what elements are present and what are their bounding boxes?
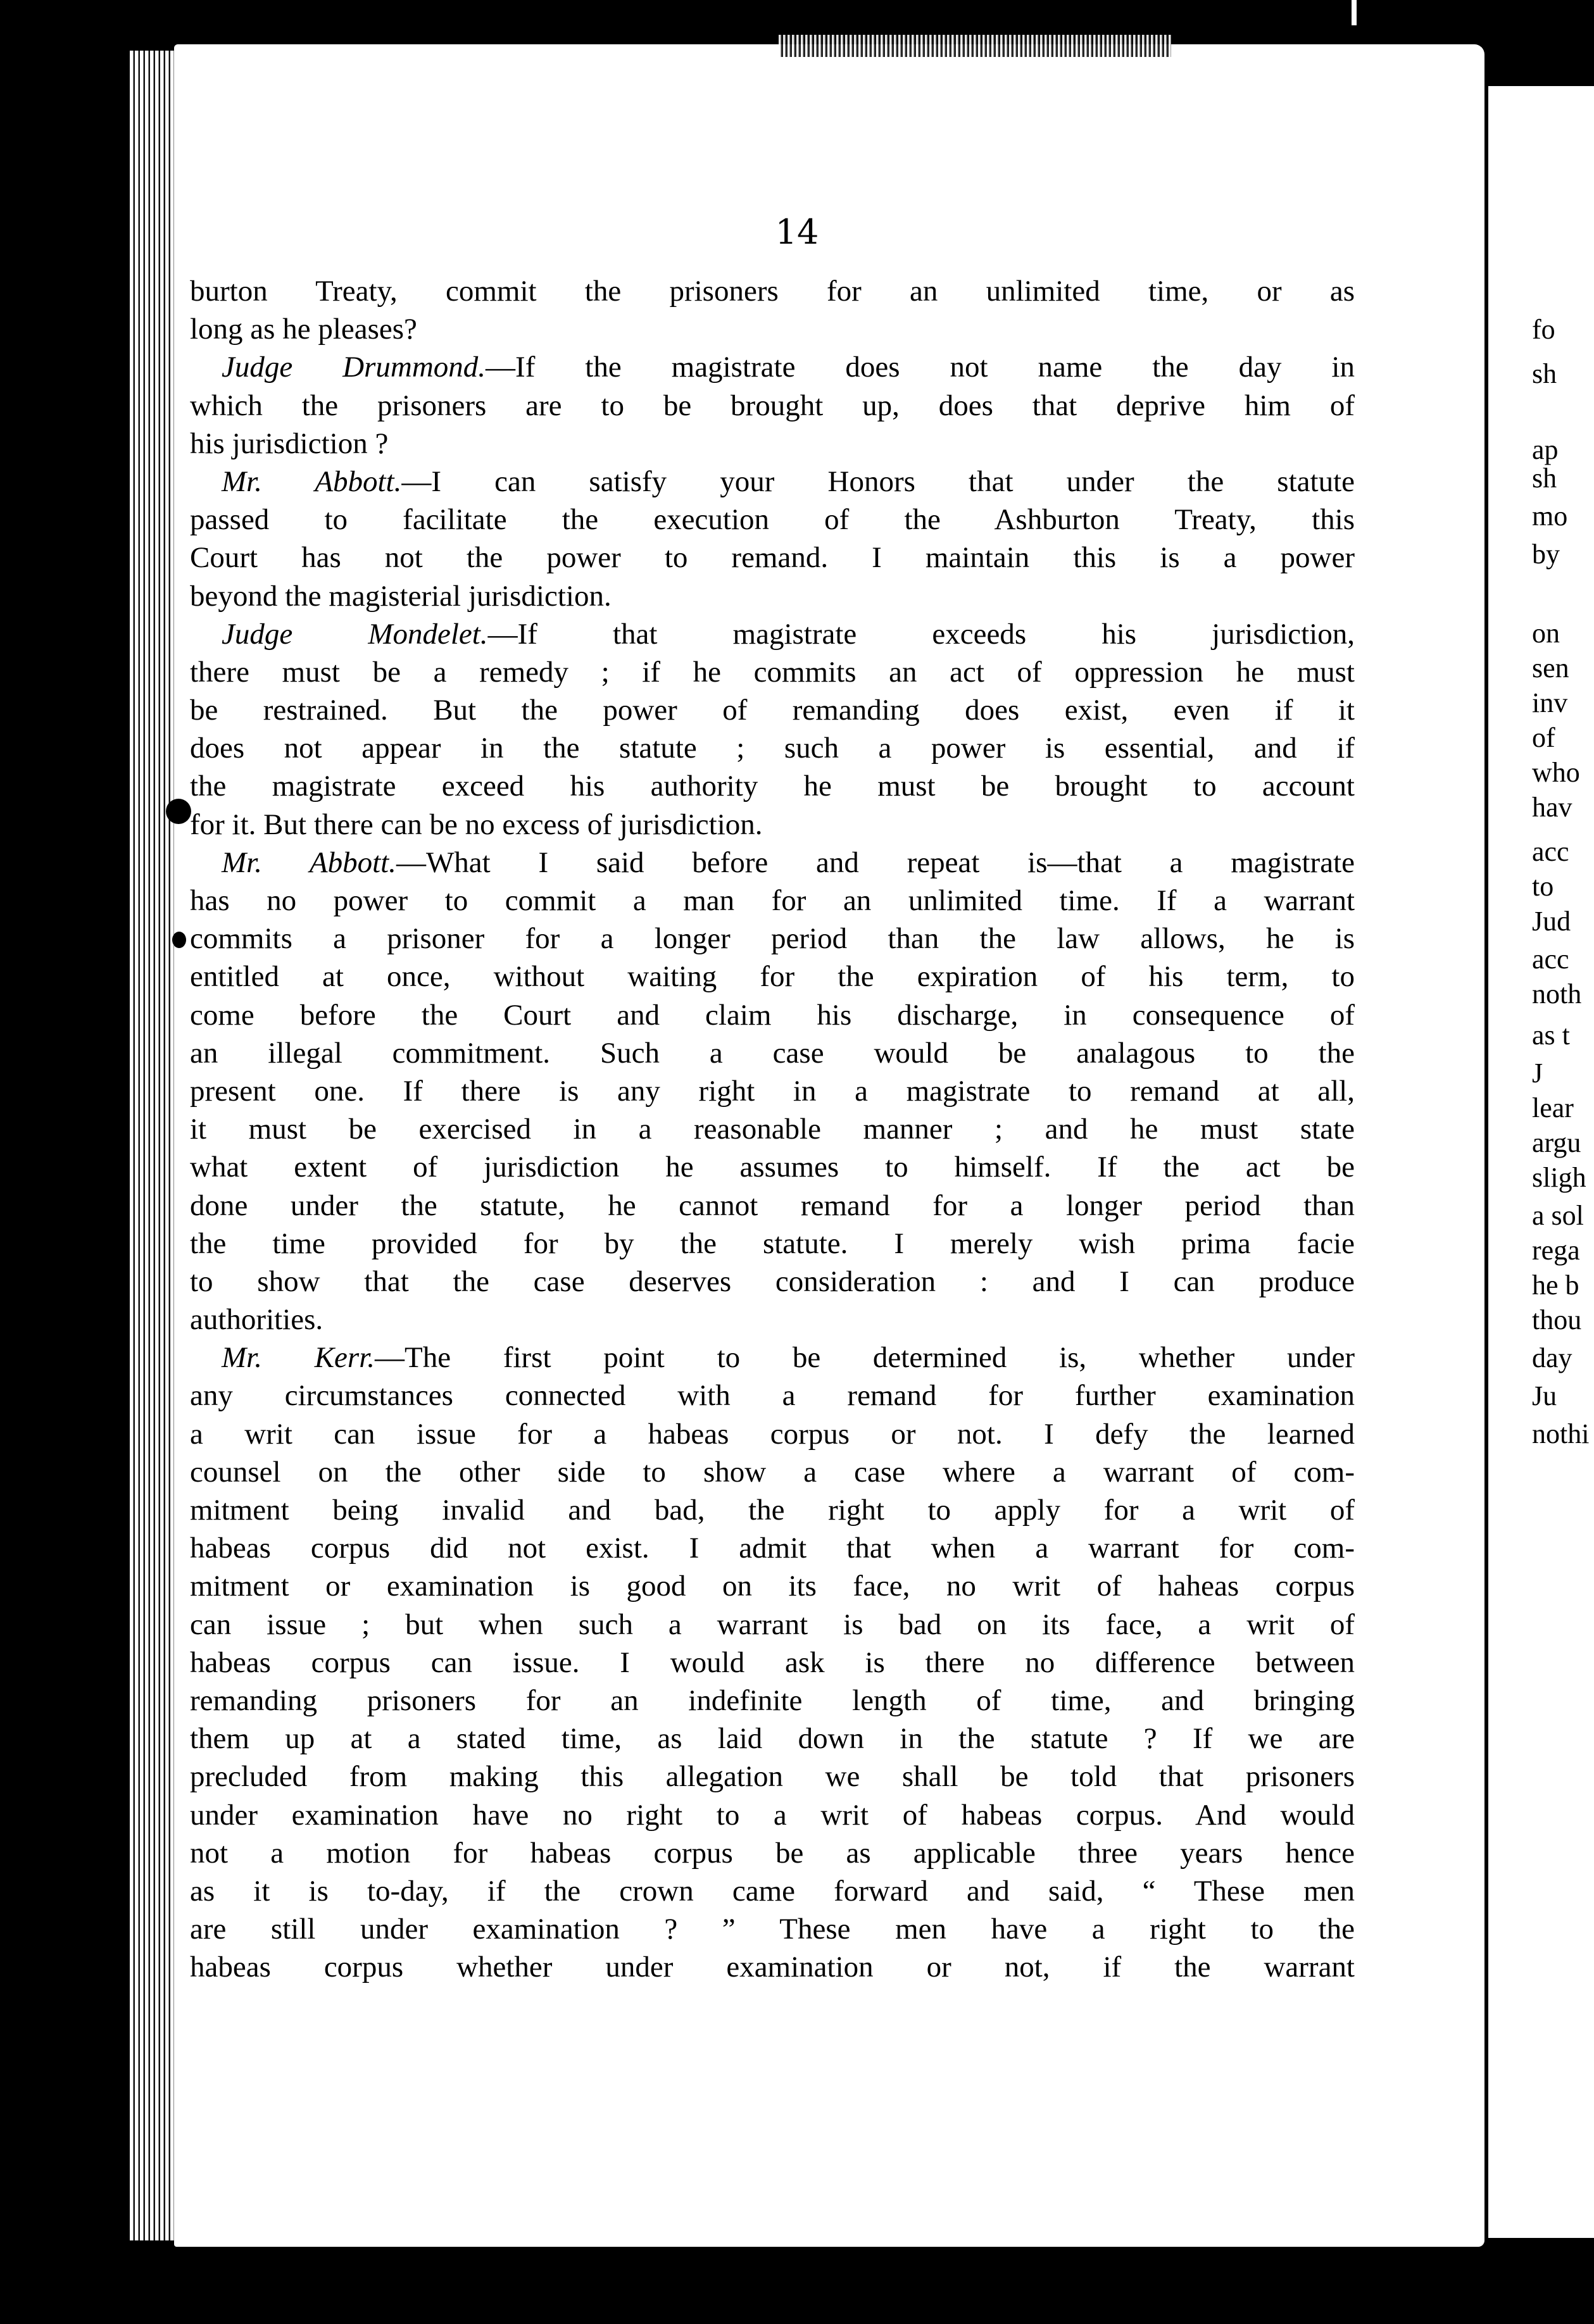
facing-page-fragment: by	[1532, 539, 1560, 570]
line-text: to show that the case deserves consideration : and I can produce	[190, 1265, 1355, 1298]
facing-page-fragment: to	[1532, 871, 1554, 902]
facing-page	[1484, 82, 1594, 2238]
line-text: remanding prisoners for an indefinite length of time, and bringing	[190, 1684, 1355, 1717]
facing-page-fragment: mo	[1532, 501, 1568, 532]
line-text: Court has not the power to remand. I maintain this is a power	[190, 541, 1355, 575]
text-line	[190, 691, 1355, 729]
text-line	[190, 1225, 1355, 1263]
text-line	[190, 387, 1355, 425]
speaker-name: Mr. Abbott.	[222, 465, 402, 498]
facing-page-fragment: hav	[1532, 792, 1572, 823]
facing-page-fragment: J	[1532, 1058, 1543, 1089]
text-line	[190, 767, 1355, 805]
line-text: habeas corpus whether under examination or not, if the warrant	[190, 1951, 1355, 1984]
line-text: under examination have no right to a writ of habeas corpus. And would	[190, 1798, 1355, 1832]
facing-page-fragment: Jud	[1532, 906, 1571, 937]
line-text: his jurisdiction ?	[190, 427, 389, 460]
text-line	[190, 1187, 1355, 1225]
text-line	[190, 1110, 1355, 1148]
facing-page-fragment: on	[1532, 618, 1560, 649]
speaker-name: Judge Mondelet.	[222, 617, 488, 651]
line-text: there must be a remedy ; if he commits an act of oppression he must	[190, 655, 1355, 689]
line-text: come before the Court and claim his discharge, in consequence of	[190, 998, 1355, 1032]
page-number: 14	[775, 212, 819, 252]
line-text: a writ can issue for a habeas corpus or not. I defy the learned	[190, 1417, 1355, 1451]
text-line	[190, 1415, 1355, 1453]
line-text: habeas corpus can issue. I would ask is there no difference between	[190, 1646, 1355, 1679]
text-line	[190, 1072, 1355, 1110]
line-text: done under the statute, he cannot remand for a longer period than	[190, 1189, 1355, 1222]
text-line	[190, 577, 1355, 615]
facing-page-fragment: as t	[1532, 1020, 1570, 1051]
body-text	[190, 272, 1355, 1986]
line-text: burton Treaty, commit the prisoners for an unlimited time, or as	[190, 275, 1355, 308]
text-line	[190, 1263, 1355, 1301]
line-text: does not appear in the statute ; such a power is essential, and if	[190, 732, 1355, 765]
line-text: commits a prisoner for a longer period than the law allows, he is	[190, 922, 1355, 956]
line-text: what extent of jurisdiction he assumes to himself. If the act be	[190, 1151, 1355, 1184]
scan-noise	[779, 35, 1171, 57]
facing-page-fragment: lear	[1532, 1092, 1574, 1123]
text-line	[190, 615, 1355, 653]
text-line	[190, 1377, 1355, 1415]
line-text: the magistrate exceed his authority he must be brought to account	[190, 770, 1355, 803]
line-text: passed to facilitate the execution of the Ashburton Treaty, this	[190, 503, 1355, 537]
text-line	[190, 348, 1355, 386]
line-text: has no power to commit a man for an unlimited time. If a warrant	[190, 884, 1355, 917]
facing-page-fragment: sligh	[1532, 1162, 1586, 1193]
line-text: mitment or examination is good on its face, no writ of haheas corpus	[190, 1570, 1355, 1603]
line-text: authorities.	[190, 1303, 323, 1337]
text-line	[190, 806, 1355, 844]
text-line	[190, 1034, 1355, 1072]
facing-page-fragment: a sol	[1532, 1200, 1584, 1231]
facing-page-fragment: nothi	[1532, 1418, 1590, 1449]
facing-page-fragment: argu	[1532, 1127, 1581, 1158]
text-line	[190, 1872, 1355, 1910]
text-line	[190, 1529, 1355, 1567]
line-text: it must be exercised in a reasonable manner ; and he must state	[190, 1113, 1355, 1146]
text-line	[190, 539, 1355, 577]
binding-hole	[166, 799, 191, 824]
text-line	[190, 1644, 1355, 1682]
text-line	[190, 1606, 1355, 1644]
line-text: an illegal commitment. Such a case would be analagous to the	[190, 1036, 1355, 1070]
line-text: entitled at once, without waiting for the expiration of his term, to	[190, 960, 1355, 994]
speaker-name: Mr. Kerr.	[222, 1341, 375, 1375]
facing-page-fragment: he b	[1532, 1270, 1579, 1301]
line-text: present one. If there is any right in a magistrate to remand at all,	[190, 1074, 1355, 1108]
facing-page-fragment: who	[1532, 757, 1580, 788]
line-text: not a motion for habeas corpus be as applicable three years hence	[190, 1836, 1355, 1870]
text-line	[190, 1796, 1355, 1834]
text-line	[190, 1339, 1355, 1377]
line-text: counsel on the other side to show a case where a warrant of com-	[190, 1455, 1355, 1489]
facing-page-fragment: acc	[1532, 944, 1569, 975]
line-text: habeas corpus did not exist. I admit that when a warrant for com-	[190, 1532, 1355, 1565]
page-edges	[130, 51, 180, 2240]
binding-hole	[172, 932, 186, 948]
text-line	[190, 920, 1355, 958]
text-line	[190, 1682, 1355, 1720]
facing-page-fragment: ap	[1532, 434, 1559, 465]
line-text: beyond the magisterial jurisdiction.	[190, 579, 612, 613]
text-line	[190, 272, 1355, 310]
line-text: —What I said before and repeat is—that a magistrate	[396, 846, 1355, 879]
text-line	[190, 501, 1355, 539]
line-text: them up at a stated time, as laid down in the statute ? If we are	[190, 1722, 1355, 1756]
facing-page-fragment: sen	[1532, 653, 1569, 684]
line-text: —If the magistrate does not name the day in	[486, 351, 1355, 384]
text-line	[190, 1834, 1355, 1872]
text-line	[190, 729, 1355, 767]
line-text: precluded from making this allegation we shall be told that prisoners	[190, 1760, 1355, 1794]
line-text: —If that magistrate exceeds his jurisdiction,	[487, 617, 1355, 651]
facing-page-fragment: day	[1532, 1342, 1572, 1373]
text-line	[190, 425, 1355, 463]
text-line	[190, 1948, 1355, 1986]
text-line	[190, 1720, 1355, 1758]
facing-page-fragment: sh	[1532, 358, 1557, 389]
line-text: can issue ; but when such a warrant is bad on its face, a writ of	[190, 1608, 1355, 1641]
speaker-name: Mr. Abbott.	[222, 846, 396, 879]
line-text: as it is to-day, if the crown came forward and said, “ These men	[190, 1874, 1355, 1908]
line-text: long as he pleases?	[190, 313, 417, 346]
text-line	[190, 844, 1355, 882]
line-text: be restrained. But the power of remanding does exist, even if it	[190, 694, 1355, 727]
line-text: mitment being invalid and bad, the right to apply for a writ of	[190, 1494, 1355, 1527]
line-text: the time provided for by the statute. I merely wish prima facie	[190, 1227, 1355, 1260]
speaker-name: Judge Drummond.	[222, 351, 486, 384]
text-line	[190, 1567, 1355, 1605]
text-line	[190, 996, 1355, 1034]
line-text: —I can satisfy your Honors that under the statute	[401, 465, 1355, 498]
facing-page-fragment: acc	[1532, 836, 1569, 867]
text-line	[190, 1491, 1355, 1529]
text-line	[190, 1148, 1355, 1186]
facing-page-fragment: thou	[1532, 1304, 1582, 1335]
text-line	[190, 463, 1355, 501]
text-line	[190, 310, 1355, 348]
line-text: which the prisoners are to be brought up, does that deprive him of	[190, 389, 1355, 422]
facing-page-fragment: fo	[1532, 314, 1555, 345]
facing-page-fragment: of	[1532, 722, 1555, 753]
facing-page-fragment: noth	[1532, 978, 1582, 1009]
text-line	[190, 1758, 1355, 1796]
line-text: are still under examination ? ” These men have a right to the	[190, 1913, 1355, 1946]
text-line	[190, 1301, 1355, 1339]
text-line	[190, 958, 1355, 996]
line-text: for it. But there can be no excess of jurisdiction.	[190, 808, 763, 841]
facing-page-fragment: Ju	[1532, 1380, 1557, 1411]
text-line	[190, 1453, 1355, 1491]
scan-mark	[1352, 0, 1357, 25]
line-text: —The first point to be determined is, whether under	[375, 1341, 1355, 1375]
facing-page-fragment: rega	[1532, 1235, 1580, 1266]
line-text: any circumstances connected with a remand for further examination	[190, 1379, 1355, 1413]
text-line	[190, 1910, 1355, 1948]
text-line	[190, 653, 1355, 691]
facing-page-fragment: sh	[1532, 463, 1557, 494]
facing-page-fragment: inv	[1532, 687, 1568, 718]
text-line	[190, 882, 1355, 920]
